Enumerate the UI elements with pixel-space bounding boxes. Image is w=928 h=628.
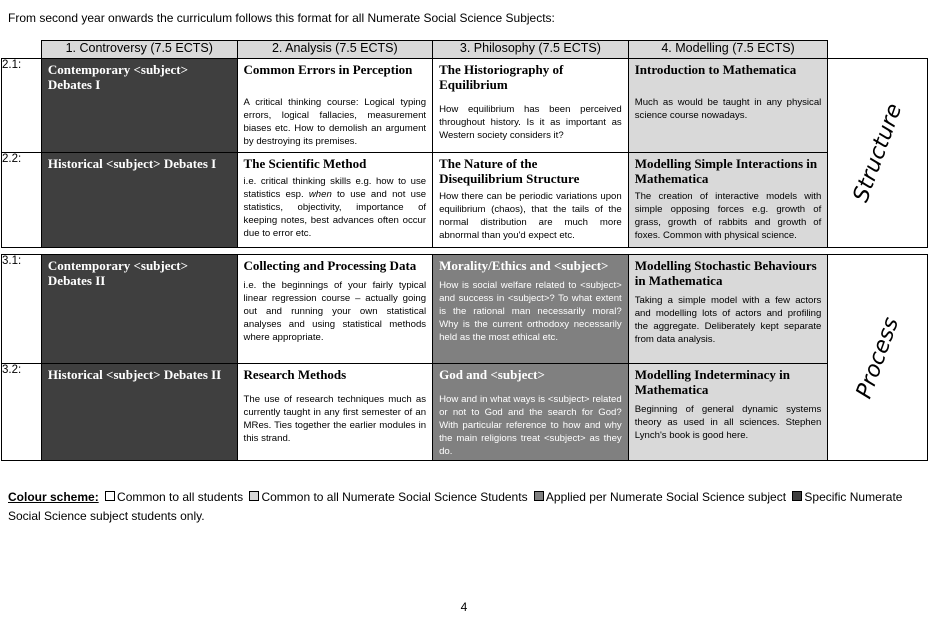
module-title: Research Methods [243,367,347,382]
module-title: Modelling Indeterminacy in Mathematica [634,367,790,397]
module-title: The Historiography of Equilibrium [439,62,564,92]
emphasis-text: when [308,189,332,200]
process-label: Process [851,313,904,402]
module-description: How is social welfare related to <subject> and success in <subject>? To what extent is the rational man necessarily moral? Why is the current orthodoxy necessarily held as the most ethical etc. [439,280,622,343]
module-cell [628,364,828,461]
structure-table [1,40,928,248]
module-title: Contemporary <subject> Debates II [47,258,189,288]
module-title: Morality/Ethics and <subject> [439,258,609,273]
module-cell [41,59,237,153]
legend-swatch-dark [792,491,802,501]
module-title: Contemporary <subject> Debates I [47,62,189,92]
module-cell [237,153,433,248]
legend-label: Common to all Numerate Social Science Students [261,490,528,504]
module-cell [628,153,828,248]
legend-swatch-white [105,491,115,501]
table-row [2,153,928,248]
table-row [2,59,928,153]
legend-title: Colour scheme: [8,490,99,504]
header-controversy: 1. Controversy (7.5 ECTS) [41,41,237,59]
process-side-cell [828,255,928,461]
module-title: Modelling Simple Interactions in Mathematica [634,156,818,186]
module-description: How there can be periodic variations upon equilibrium (chaos), that the tails of the normal distribution are much more abnormal than you'd expect etc. [439,191,622,241]
row-label: 3.1: [2,255,42,364]
row-label: 3.2: [2,364,42,461]
module-cell [628,59,828,153]
legend-label: Specific Numerate Social Science subject students only. [8,490,903,523]
module-title: The Nature of the Disequilibrium Structure [439,156,580,186]
module-cell [41,153,237,248]
module-description [244,175,427,240]
module-description: Taking a simple model with a few actors and modelling lots of actors and profiling the aggregate. Deliberately kept separate from data analysis. [634,295,822,345]
module-title: Modelling Stochastic Behaviours in Mathematica [634,258,817,288]
row-label: 2.2: [2,153,42,248]
module-title: Introduction to Mathematica [634,62,797,77]
module-description: i.e. the beginnings of your fairly typical linear regression course – actually going out and running your own statistical analyses and using statistical methods where appropriate. [243,280,427,343]
module-description: Beginning of general dynamic systems theory as used in all sciences. Stephen Lynch's book is good here. [634,404,822,441]
module-cell [433,364,629,461]
description-text: i.e. critical thinking skills e.g. how to use statistics esp. [243,176,427,200]
legend-label: Applied per Numerate Social Science subject [545,490,787,504]
module-description: The use of research techniques much as currently taught in any first semester of an MRes. Ties together the earlier modules in this strand. [243,394,427,444]
structure-label: Structure [848,100,907,206]
description-text: to use and not use statistics, objectivity, importance of keeping notes, best advances often occur due to error etc. [243,189,427,239]
module-cell [628,255,828,364]
module-cell [237,59,433,153]
module-description: How and in what ways is <subject> related or not to God and the search for God? With particular reference to how and why the main religions treat <subject> as they do. [439,394,622,457]
process-table [1,254,928,461]
header-corner [2,41,42,59]
module-description: The creation of interactive models with simple opposing forces e.g. growth of grass, growth of rabbits and growth of foxes. Common with physical science. [634,191,822,241]
row-label: 2.1: [2,59,42,153]
module-title: The Scientific Method [243,156,367,171]
header-modelling: 4. Modelling (7.5 ECTS) [628,41,828,59]
module-cell [237,255,433,364]
structure-side-cell [828,59,928,248]
legend-label: Common to all students [117,490,244,504]
page-number: 4 [460,600,468,614]
module-description: Much as would be taught in any physical science course nowadays. [634,97,822,121]
colour-legend [8,488,923,526]
module-cell [433,59,629,153]
table-row [2,255,928,364]
intro-text: From second year onwards the curriculum follows this format for all Numerate Social Science Subjects: [8,11,555,25]
module-title: Historical <subject> Debates II [47,367,222,382]
module-cell [41,255,237,364]
module-title: Historical <subject> Debates I [47,156,217,171]
module-title: God and <subject> [439,367,545,382]
module-title: Common Errors in Perception [243,62,413,77]
module-description: A critical thinking course: Logical typing errors, logical fallacies, measurement biases etc. How to demolish an argument by destroying its premises. [243,97,427,147]
header-analysis: 2. Analysis (7.5 ECTS) [237,41,433,59]
header-philosophy: 3. Philosophy (7.5 ECTS) [433,41,629,59]
module-cell [433,153,629,248]
legend-swatch-light [249,491,259,501]
module-cell [237,364,433,461]
module-cell [433,255,629,364]
module-title: Collecting and Processing Data [243,258,417,273]
header-side [828,41,928,59]
module-cell [41,364,237,461]
module-description: How equilibrium has been perceived throughout history. Is it as important as Western society considers it? [439,104,622,141]
legend-swatch-mid [534,491,544,501]
table-row [2,364,928,461]
